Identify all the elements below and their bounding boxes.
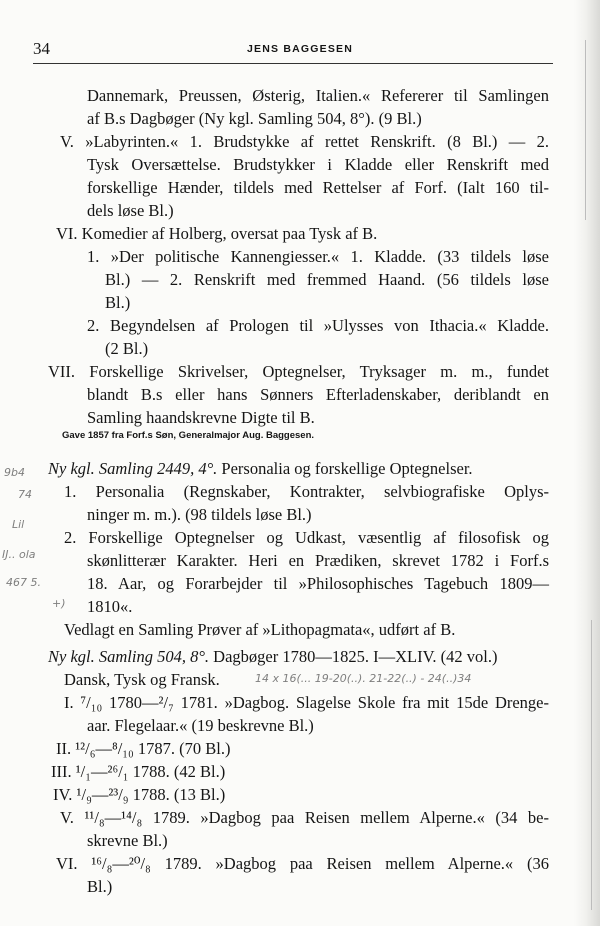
page-edge-line: [585, 40, 586, 220]
text-line: af B.s Dagbøger (Ny kgl. Samling 504, 8°). (9 Bl.): [87, 109, 422, 128]
text-line: skønlitterær Karakter. Heri en Prædiken, skrevet 1782 i Forf.s: [87, 551, 549, 570]
text-line: VI. ¹⁶/₈—²⁰/₈ 1789. »Dagbog paa Reisen mellem Alperne.« (36: [56, 854, 549, 873]
text-line: blandt B.s eller hans Sønners Efterladenskaber, deriblandt en: [87, 385, 549, 404]
collection-reference: Ny kgl. Samling 504, 8°.: [48, 647, 210, 666]
handwritten-annotation: 14 x 16(... 19-20(..). 21-22(..) - 24(..)34: [255, 672, 472, 685]
text-line: Tysk Oversættelse. Brudstykker i Kladde eller Renskrift med: [87, 155, 549, 174]
provenance-note: Gave 1857 fra Forf.s Søn, Generalmajor Aug. Baggesen.: [62, 430, 315, 441]
text-line: Dansk, Tysk og Fransk.: [64, 670, 220, 689]
page-edge-line: [591, 620, 592, 910]
text-line: skrevne Bl.): [87, 831, 168, 850]
text-line: II. ¹²/₆—⁸/₁₀ 1787. (70 Bl.): [56, 739, 231, 758]
text-line: Bl.): [87, 877, 113, 896]
section-heading: [48, 459, 473, 479]
text-line: Bl.): [105, 293, 131, 312]
text-line: III. ¹/₁—²⁶/₁ 1788. (42 Bl.): [51, 762, 226, 781]
section-heading: [48, 647, 497, 667]
handwritten-annotation: 74: [18, 488, 32, 501]
text-line: Dannemark, Preussen, Østerig, Italien.« Refererer til Samlingen: [87, 86, 549, 105]
text-line: ninger m. m.). (98 tildels løse Bl.): [87, 505, 312, 524]
text-line: 1. Personalia (Regnskaber, Kontrakter, selvbiografiske Oplys-: [64, 482, 549, 501]
collection-reference: Ny kgl. Samling 2449, 4°.: [48, 459, 218, 478]
text-line: 1810«.: [87, 597, 133, 616]
handwritten-annotation: Ĳ.. ola: [2, 548, 36, 561]
text-line: aar. Flegelaar.« (19 beskrevne Bl.): [87, 716, 314, 735]
text-line: Samling haandskrevne Digte til B.: [87, 408, 315, 427]
text-line: Vedlagt en Samling Prøver af »Lithopagmata«, udført af B.: [64, 620, 456, 639]
running-title: JENS BAGGESEN: [246, 43, 354, 55]
text-line: 18. Aar, og Forarbejder til »Philosophisches Tagebuch 1809—: [87, 574, 549, 593]
section-heading-text: Dagbøger 1780—1825. I—XLIV. (42 vol.): [209, 647, 498, 666]
section-heading-text: Personalia og forskellige Optegnelser.: [217, 459, 473, 478]
handwritten-annotation: 467 5.: [6, 576, 41, 589]
text-line: VI. Komedier af Holberg, oversat paa Tysk af B.: [56, 224, 378, 243]
text-line: V. ¹¹/₈—¹⁴/₈ 1789. »Dagbog paa Reisen mellem Alperne.« (34 be-: [60, 808, 549, 827]
text-line: 2. Forskellige Optegnelser og Udkast, væsentlig af filosofisk og: [64, 528, 549, 547]
text-line: 1. »Der politische Kannengiesser.« 1. Kladde. (33 tildels løse: [87, 247, 549, 266]
handwritten-annotation: 9b4: [4, 466, 25, 479]
text-line: 2. Begyndelsen af Prologen til »Ulysses von Ithacia.« Kladde.: [87, 316, 549, 335]
text-line: IV. ¹/₉—²³/₉ 1788. (13 Bl.): [53, 785, 226, 804]
text-line: I. ⁷/₁₀ 1780—²/₇ 1781. »Dagbog. Slagelse Skole fra mit 15de Drenge-: [64, 693, 549, 712]
page-edge-shadow: [574, 0, 600, 926]
text-line: Bl.) — 2. Renskrift med fremmed Haand. (56 tildels løse: [105, 270, 549, 289]
handwritten-annotation: Lil: [12, 518, 25, 531]
text-line: (2 Bl.): [105, 339, 149, 358]
text-line: forskellige Hænder, tildels med Rettelser af Forf. (Ialt 160 til-: [87, 178, 549, 197]
text-line: VII. Forskellige Skrivelser, Optegnelser, Tryksager m. m., fundet: [48, 362, 549, 381]
header-rule: [33, 63, 553, 64]
text-line: dels løse Bl.): [87, 201, 174, 220]
handwritten-annotation: +): [52, 597, 66, 610]
text-line: V. »Labyrinten.« 1. Brudstykke af rettet Renskrift. (8 Bl.) — 2.: [60, 132, 549, 151]
page-number: 34: [33, 39, 50, 58]
